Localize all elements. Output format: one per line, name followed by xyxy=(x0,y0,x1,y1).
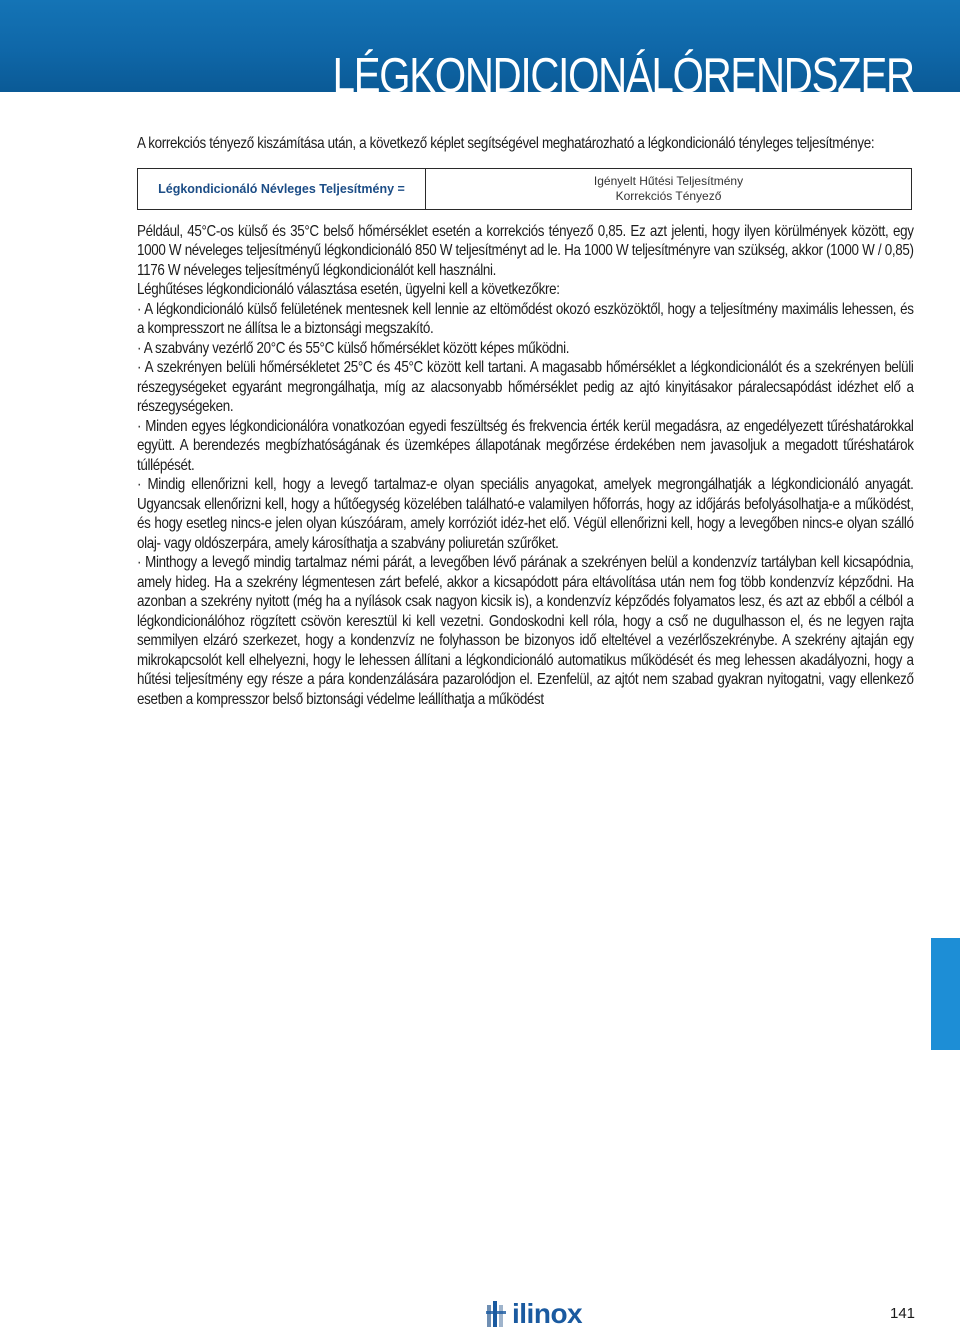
bullet-cabinet-temperature: · A szekrényen belüli hőmérsékletet 25°C és 45°C között kell tartani. A magasabb hőmérséklet a légkondicionálót és a szekrényen belüli részegységeket egyaránt megrongálhatja, míg az alacsonyabb hőmérséklet pedig az ajtó kinyitásakor páralecsapódást idézhet elő a részegységeken. xyxy=(137,359,914,415)
intro-paragraph: A korrekciós tényező kiszámítása után, a következő képlet segítségével meghatározható a légkondicionáló tényleges teljesítménye: xyxy=(137,135,875,152)
formula-box xyxy=(137,168,912,210)
formula-denominator: Korrekciós Tényező xyxy=(615,188,722,203)
body-paragraph-selection-heading: Léghűtéses légkondicionáló választása esetén, ügyelni kell a következőkre: xyxy=(137,281,560,298)
formula-left-label: Légkondicionáló Névleges Teljesítmény = xyxy=(138,169,426,209)
page-title: LÉGKONDICIONÁLÓRENDSZER xyxy=(332,49,914,92)
footer-logo xyxy=(486,1298,582,1330)
bullet-condensate: · Minthogy a levegő mindig tartalmaz némi párát, a levegőben lévő párának a szekrényen belül a kondenzvíz tartályban kell kicsapódnia, amely hideg. Ha a szekrény légmentesen zárt befelé, akkor a kicsapódott pára eltávolítása után nem fog több kondenzvíz képződni. Ha azonban a szekrény nyitott (még ha a nyílások csak nagyon kicsik is), a kondenzvíz képződés folyamatos lesz, és azt az ebből a célból a légkondicionálóhoz rögzített csövön keresztül ki kell vezetni. Gondoskodni kell róla, hogy a cső ne dugulhasson el, és ne legyen rajta semmilyen elzáró szerkezet, hogy a kondenzvíz ne folyhasson be bizonyos idő elteltével a vezérlőszekrénybe. A szekrény ajtaján egy mikrokapcsolót kell elhelyezni, hogy le lehessen állítani a légkondicionáló automatikus működését és meg lehessen akadályozni, hogy a hűtési teljesítmény egy része a pára kondenzálására pazarolódjon el. Ezenfelül, az ajtót nem szabad gyakran nyitogatni, vagy ellenkező esetben a kompresszor belső biztonsági védelme leállíthatja a működést xyxy=(137,554,914,708)
bullet-surface: · A légkondicionáló külső felületének mentesnek kell lennie az eltömődést okozó eszközöktől, hogy a teljesítmény maximális lehessen, és a kompresszort ne állítsa le a biztonsági megszakító. xyxy=(137,300,914,337)
bullet-controller-range: · A szabvány vezérlő 20°C és 55°C külső hőmérséklet között képes működni. xyxy=(137,339,570,357)
body-text xyxy=(137,222,914,710)
page-number: 141 xyxy=(890,1305,916,1322)
formula-numerator: Igényelt Hűtési Teljesítmény xyxy=(593,174,744,188)
header-bar xyxy=(0,0,960,92)
logo-text: ilinox xyxy=(512,1298,583,1329)
formula-fraction xyxy=(426,169,911,209)
bullet-air-check: · Mindig ellenőrizni kell, hogy a levegő tartalmaz-e olyan speciális anyagokat, amelyek megrongálhatják a légkondicionáló anyagát. Ugyancsak ellenőrizni kell, hogy a hűtőegység közelében található-e valamilyen hőforrás, hogy az időjárás befolyásolhatja-e a működést, és hogy esetleg nincs-e jelen olyan kúszóáram, amely korróziót idéz-het elő. Végül ellenőrizni kell, hogy a levegőben nincs-e olyan szálló olaj- vagy oldószerpára, amely károsíthatja a szabvány poliuretán szűrőket. xyxy=(137,476,914,552)
side-tab-marker xyxy=(931,938,960,1050)
ilinox-logo-icon xyxy=(486,1299,508,1329)
content-area xyxy=(137,134,914,709)
bullet-voltage-frequency: · Minden egyes légkondicionálóra vonatkozóan egyedi feszültség és frekvencia érték kerül megadásra, az engedélyezett tűréshatárokkal együtt. A berendezés megbízhatóságának és üzemképes állapotának megőrzése érdekében nem javasoljuk a megadott tűréshatárok túllépését. xyxy=(137,417,914,474)
body-paragraph-example: Például, 45°C-os külső és 35°C belső hőmérséklet esetén a korrekciós tényező 0,85. Ez azt jelenti, hogy ilyen körülmények között, egy 1000 W néveleges teljesítményű légkondicionáló 850 W teljesítményt ad le. Ha 1000 W teljesítményre van szükség, akkor (1000 W / 0,85) 1176 W néveleges teljesítményű légkondicionálót kell használni. xyxy=(137,222,914,279)
